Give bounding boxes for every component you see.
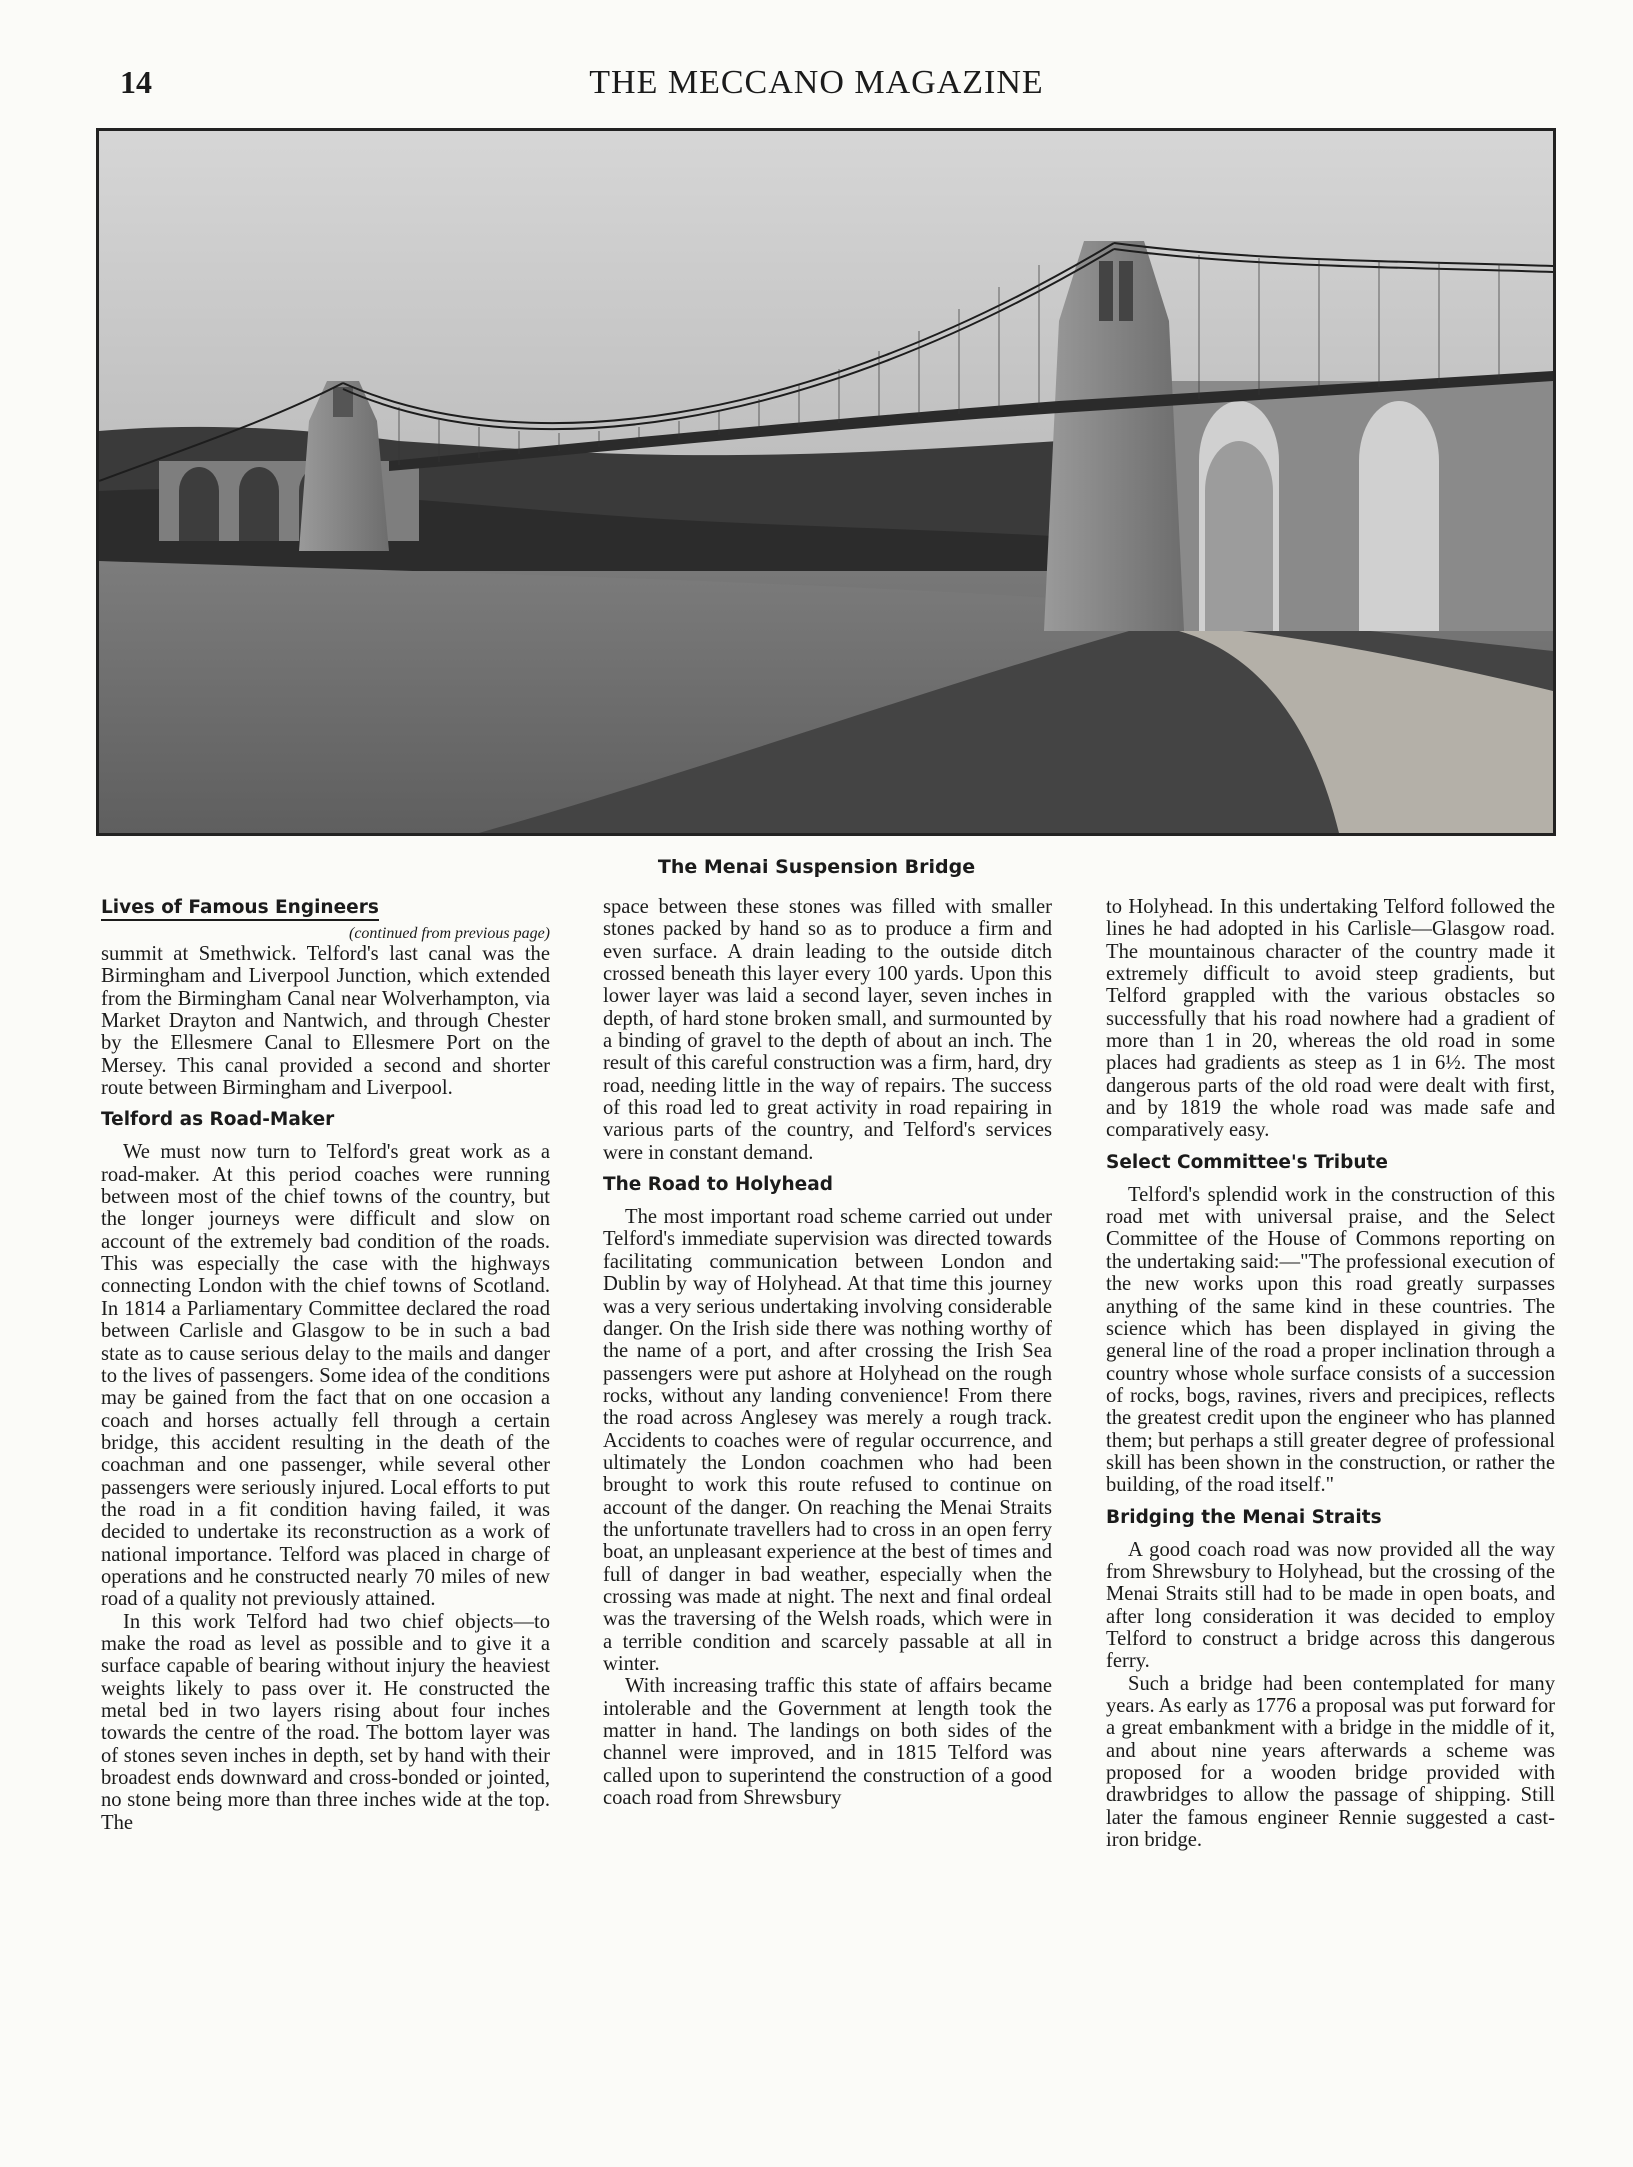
page-number: 14 (120, 64, 152, 100)
section-heading-road-maker: Telford as Road-Maker (101, 1109, 335, 1131)
paragraph: summit at Smethwick. Telford's last canal was the Birmingham and Liverpool Junction, which extended from the Birmingham Canal near Wolverhampton, via Market Drayton and Nantwich, and through Chester by the Ellesmere Canal to Ellesmere Port on the Mersey. This canal provided a second and shorter route between Birmingham and Liverpool. (101, 943, 550, 1100)
paragraph: Such a bridge had been contemplated for many years. As early as 1776 a proposal was put forward for a great embankment with a bridge in the middle of it, and about nine years afterwards a scheme was proposed for a wooden bridge provided with drawbridges to allow the passage of shipping. Still later the famous engineer Rennie suggested a cast-iron bridge. (1106, 1672, 1555, 1852)
column-2 (603, 896, 1052, 1809)
column-1 (101, 896, 550, 1834)
column-3 (1106, 896, 1555, 1851)
paragraph: space between these stones was filled with smaller stones packed by hand so as to produce a firm and even surface. A drain leading to the outside ditch crossed beneath this layer every 100 yards. Upon this lower layer was laid a second layer, seven inches in depth, of hard stone broken small, and surmounted by a binding of gravel to the depth of about an inch. The result of this careful construction was a firm, hard, dry road, needing little in the way of repairs. The success of this road led to great activity in road repairing in various parts of the country, and Telford's services were in constant demand. (603, 896, 1052, 1164)
continued-note: (continued from previous page) (349, 925, 550, 942)
bridge-photograph (96, 128, 1556, 836)
magazine-title: THE MECCANO MAGAZINE (589, 64, 1044, 101)
paragraph: Telford's splendid work in the construction of this road met with universal praise, and the Select Committee of the House of Commons reporting on the undertaking said:—"The professional execution of the new works upon this road greatly surpasses anything of the same kind in these countries. The science which has been displayed in giving the general line of the road a proper inclination through a country whose whole surface consists of a succession of rocks, bogs, ravines, rivers and precipices, reflects the greatest credit upon the engineer who has planned them; but perhaps a still greater degree of professional skill has been shown in the construction, or rather the building, of the road itself." (1106, 1183, 1555, 1497)
paragraph: In this work Telford had two chief objects—to make the road as level as possible and to give it a surface capable of bearing without injury the heaviest weights likely to pass over it. He constructed the metal bed in two layers rising about four inches towards the centre of the road. The bottom layer was of stones seven inches in depth, set by hand with their broadest ends downward and cross-bonded or jointed, no stone being more than three inches wide at the top. The (101, 1610, 550, 1834)
paragraph: The most important road scheme carried out under Telford's immediate supervision was directed towards facilitating communication between London and Dublin by way of Holyhead. At that time this journey was a very serious undertaking involving considerable danger. On the Irish side there was nothing worthy of the name of a port, and after crossing the Irish Sea passengers were put ashore at Holyhead on the rough rocks, without any landing convenience! From there the road across Anglesey was merely a rough track. Accidents to coaches were of regular occurrence, and ultimately the London coachmen who had been brought to work this route refused to continue on account of the danger. On reaching the Menai Straits the unfortunate travellers had to cross in an open ferry boat, an unpleasant experience at the best of times and full of danger in bad weather, especially when the crossing was made at night. The next and final ordeal was the traversing of the Welsh roads, which were in a terrible condition and scarcely passable at all in winter. (603, 1206, 1052, 1675)
section-heading-bridging: Bridging the Menai Straits (1106, 1506, 1382, 1528)
paragraph: We must now turn to Telford's great work as a road-maker. At this period coaches were running between most of the chief towns of the country, but the longer journeys were difficult and slow on account of the extremely bad condition of the roads. This was especially the case with the highways connecting London with the chief towns of Scotland. In 1814 a Parliamentary Committee declared the road between Carlisle and Glasgow to be in such a bad state as to cause serious delay to the mails and danger to the lives of passengers. Some idea of the conditions may be gained from the fact that on one occasion a coach and horses actually fell through a certain bridge, this accident resulting in the death of the coachman and one passenger, while several other passengers were seriously injured. Local efforts to put the road in a fit condition having failed, it was decided to undertake its reconstruction as a work of national importance. Telford was placed in charge of operations and he constructed nearly 70 miles of new road of a quality not previously attained. (101, 1141, 550, 1611)
paragraph: to Holyhead. In this undertaking Telford followed the lines he had adopted in his Carlisle—Glasgow road. The mountainous character of the country made it extremely difficult to avoid steep gradients, but Telford grappled with the various obstacles so successfully that his road nowhere had a gradient of more than 1 in 20, whereas the old road in some places had gradients as steep as 1 in 6½. The most dangerous parts of the old road were dealt with first, and by 1819 the whole road was made safe and comparatively easy. (1106, 896, 1555, 1142)
paragraph: A good coach road was now provided all the way from Shrewsbury to Holyhead, but the crossing of the Menai Straits still had to be made in open boats, and after long consideration it was decided to employ Telford to construct a bridge across this dangerous ferry. (1106, 1538, 1555, 1673)
series-title: Lives of Famous Engineers (101, 897, 379, 921)
paragraph: With increasing traffic this state of affairs became intolerable and the Government at length took the matter in hand. The landings on both sides of the channel were improved, and in 1815 Telford was called upon to superintend the construction of a good coach road from Shrewsbury (603, 1675, 1052, 1810)
section-heading-tribute: Select Committee's Tribute (1106, 1151, 1388, 1173)
photo-caption: The Menai Suspension Bridge (657, 856, 976, 878)
section-heading-holyhead: The Road to Holyhead (603, 1174, 833, 1196)
